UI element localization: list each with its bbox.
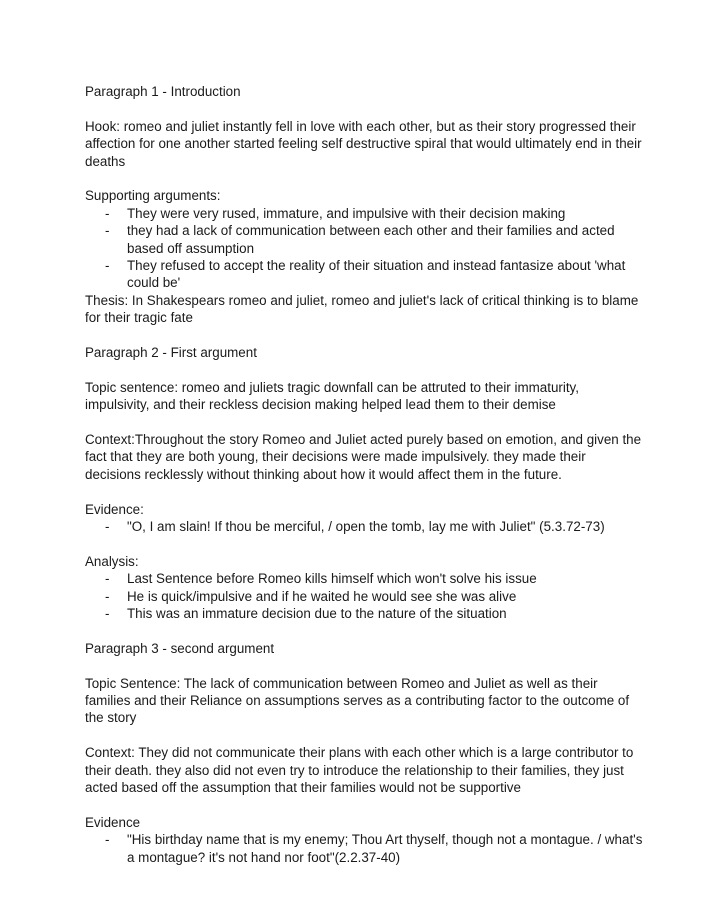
p1-heading: Paragraph 1 - Introduction [85, 84, 241, 99]
list-item [85, 570, 645, 587]
p2-context: Context:Throughout the story Romeo and Juliet acted purely based on emotion, and given the fact that they are both young, their decisions were made impulsively. they made their decisions recklessly without thinking about how it would affect them in the future. [85, 432, 642, 482]
list-item [85, 605, 645, 622]
spacer [85, 327, 645, 344]
p2-topic: Topic sentence: romeo and juliets tragic downfall can be attruted to their immaturity, impulsivity, and their reckless decision making helped lead them to their demise [85, 379, 579, 413]
list-item [85, 831, 645, 866]
spacer [85, 483, 645, 500]
p3-context: Context: They did not communicate their plans with each other which is a large contributor to their death. they also did not even try to introduce the relationship to their families, they just acted based off the assumption that their families would not be supportive [85, 745, 634, 796]
bullet-dash: - [105, 258, 110, 274]
bullet-dash: - [105, 588, 110, 604]
p1-thesis: Thesis: In Shakespears romeo and juliet, romeo and juliet's lack of critical thinking is to blame for their tragic fate [85, 292, 639, 326]
document-page [85, 83, 645, 866]
p3-evidence-label: Evidence [85, 814, 141, 830]
list-item-text: They refused to accept the reality of their situation and instead fantasize about 'what could be' [127, 258, 626, 291]
spacer [85, 622, 645, 639]
list-item [85, 205, 645, 222]
list-item-text: "His birthday name that is my enemy; Thou Art thyself, though not a montague. / what's a montague? it's not hand nor foot"(2.2.37-40) [127, 832, 643, 865]
p2-heading: Paragraph 2 - First argument [85, 345, 257, 361]
bullet-dash: - [105, 519, 110, 535]
spacer [85, 797, 645, 814]
spacer [85, 170, 645, 187]
list-item-text: They were very rused, immature, and impulsive with their decision making [127, 205, 566, 221]
list-item [85, 588, 645, 605]
p1-supporting-list [85, 205, 645, 292]
list-item-text: they had a lack of communication between each other and their families and acted based off assumption [127, 223, 615, 256]
p1-hook: Hook: romeo and juliet instantly fell in love with each other, but as their story progressed their affection for one another started feeling self destructive spiral that would ultimately end in their deaths [85, 118, 642, 169]
p3-topic: Topic Sentence: The lack of communication between Romeo and Juliet as well as their families and their Reliance on assumptions serves as a contributing factor to the outcome of the story [85, 675, 630, 726]
p3-heading: Paragraph 3 - second argument [85, 640, 275, 656]
spacer [85, 414, 645, 431]
spacer [85, 361, 645, 378]
spacer [85, 657, 645, 674]
spacer [85, 727, 645, 744]
p2-analysis-list [85, 570, 645, 622]
bullet-dash: - [105, 832, 110, 848]
list-item-text: He is quick/impulsive and if he waited he would see she was alive [127, 588, 517, 604]
spacer [85, 535, 645, 552]
p2-analysis-label: Analysis: [85, 553, 139, 569]
list-item-text: "O, I am slain! If thou be merciful, / open the tomb, lay me with Juliet" (5.3.72-73) [127, 519, 605, 535]
p1-supporting-label: Supporting arguments: [85, 188, 221, 204]
list-item [85, 257, 645, 292]
list-item [85, 222, 645, 257]
p2-evidence-list [85, 518, 645, 535]
list-item-text: This was an immature decision due to the nature of the situation [127, 606, 507, 622]
bullet-dash: - [105, 571, 110, 587]
p3-evidence-list [85, 831, 645, 866]
p2-evidence-label: Evidence: [85, 501, 144, 517]
bullet-dash: - [105, 223, 110, 239]
bullet-dash: - [105, 205, 110, 221]
list-item-text: Last Sentence before Romeo kills himself which won't solve his issue [127, 571, 537, 587]
bullet-dash: - [105, 606, 110, 622]
spacer [85, 100, 645, 117]
list-item [85, 518, 645, 535]
